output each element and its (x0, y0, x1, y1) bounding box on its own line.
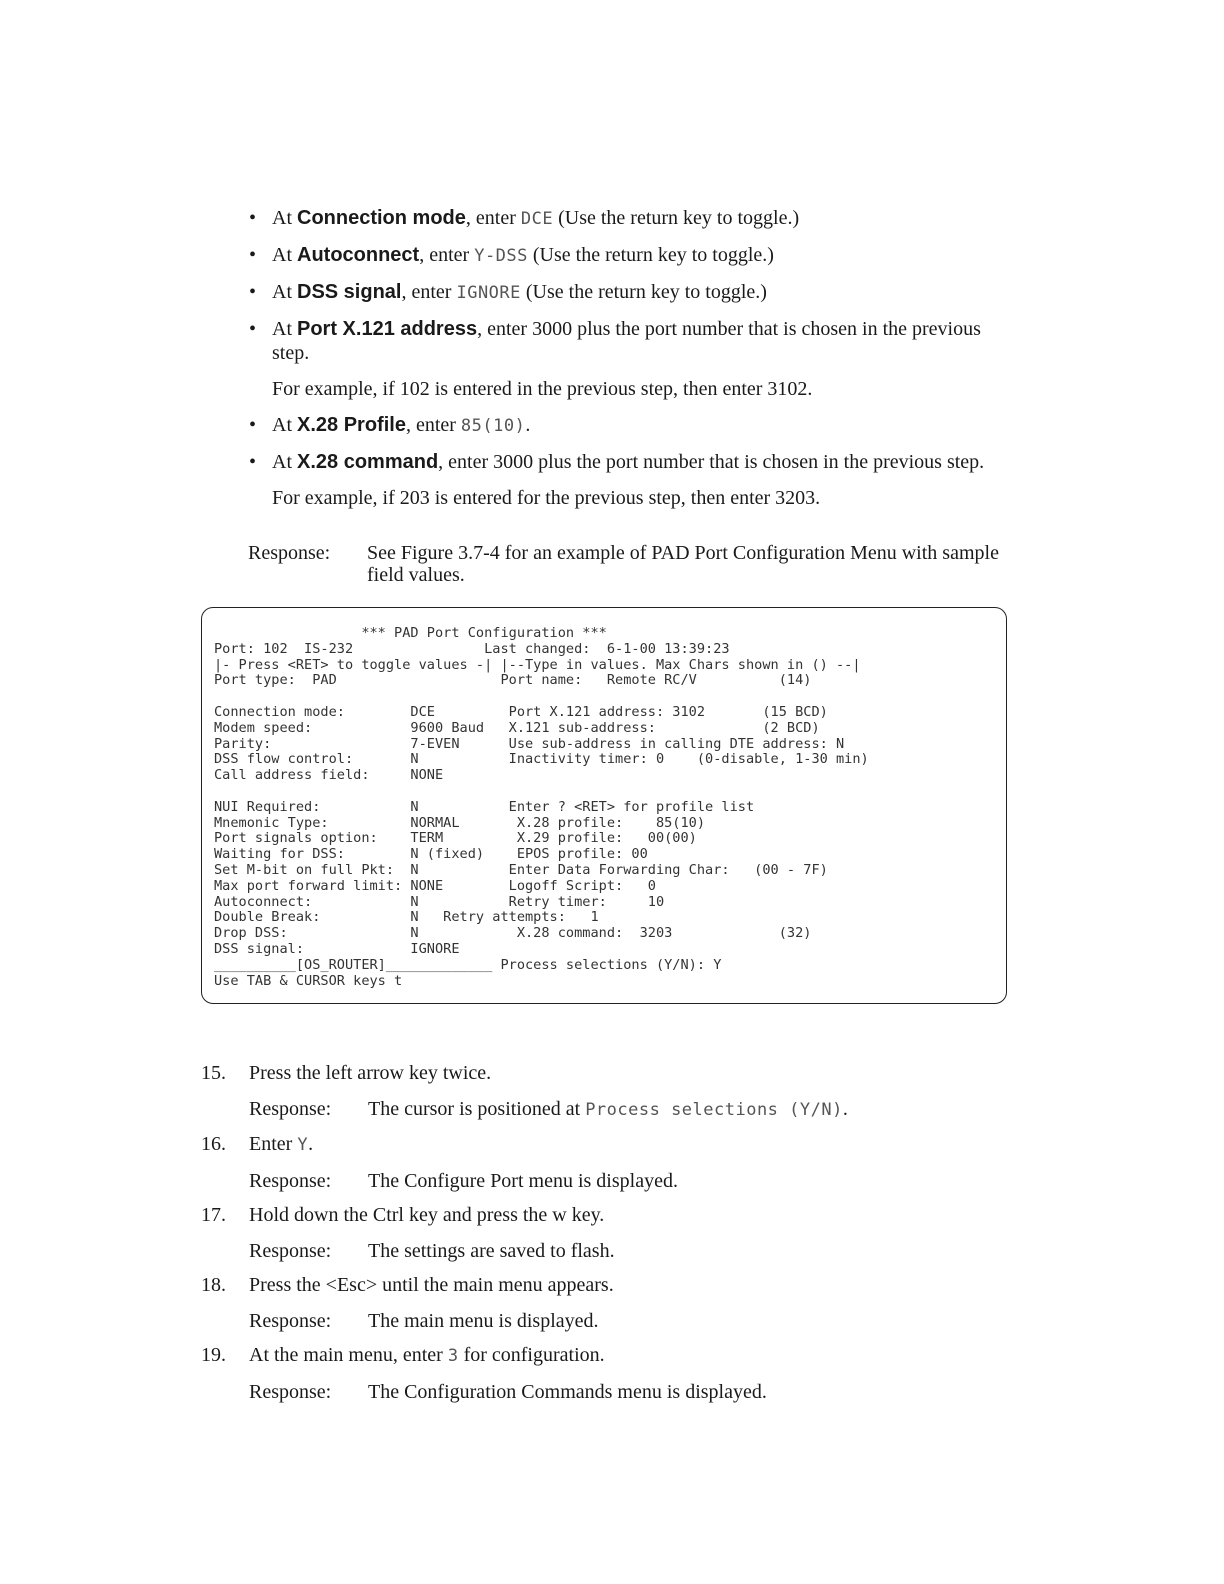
terminal-line: |- Press <RET> to toggle values -| |--Type in values. Max Chars shown in () --| (214, 656, 861, 673)
field-term: DSS signal (297, 281, 402, 303)
terminal-line: Double Break: N Retry attempts: 1 (214, 909, 599, 926)
terminal-line: Modem speed: 9600 Baud X.121 sub-address: (2 BCD) (214, 719, 820, 736)
instruction-bullet-list (248, 206, 1008, 522)
terminal-line: Set M-bit on full Pkt: N Enter Data Forwarding Char: (00 - 7F) (214, 861, 828, 878)
step-instruction: Press the left arrow key twice. (249, 1062, 492, 1084)
step-16 (201, 1133, 1021, 1192)
response-label: Response: (249, 1240, 332, 1262)
bullet-connection-mode: • At Connection mode, enter DCE (Use the return key to toggle.) (249, 207, 800, 229)
response-label: Response: (249, 1381, 332, 1403)
terminal-line: *** PAD Port Configuration *** (214, 625, 607, 641)
terminal-line: Mnemonic Type: NORMAL X.28 profile: 85(10) (214, 814, 706, 831)
terminal-line: Call address field: NONE (214, 767, 444, 784)
terminal-text (214, 626, 869, 989)
terminal-line: Drop DSS: N X.28 command: 3203 (32) (214, 925, 812, 942)
pad-port-configuration-screen (201, 607, 1007, 1004)
terminal-line: Waiting for DSS: N (fixed) EPOS profile: 00 (214, 846, 648, 863)
bullet-dot: • (249, 414, 257, 436)
procedure-steps (201, 1062, 1021, 1415)
response-label: Response: (249, 1098, 332, 1120)
step-number: 16. (201, 1133, 226, 1155)
step-instruction: Enter Y. (249, 1133, 314, 1155)
terminal-line: Port signals option: TERM X.29 profile: 00(00) (214, 830, 697, 847)
step-18 (201, 1274, 1021, 1332)
code-value: IGNORE (456, 283, 521, 303)
field-term: Port X.121 address (297, 318, 478, 340)
response-label: Response: (249, 1310, 332, 1332)
bullet-dss-signal: • At DSS signal, enter IGNORE (Use the return key to toggle.) (249, 281, 767, 303)
step-response: Response: The cursor is positioned at Process selections (Y/N). (249, 1098, 848, 1120)
terminal-line: Use TAB & CURSOR keys t (214, 972, 403, 989)
figure-reference-response (248, 542, 1008, 586)
step-number: 17. (201, 1204, 226, 1226)
step-response: Response: The main menu is displayed. (249, 1310, 599, 1332)
terminal-line: Parity: 7-EVEN Use sub-address in calling DTE address: N (214, 735, 845, 752)
code-value: Y (297, 1135, 309, 1155)
step-instruction: At the main menu, enter 3 for configuration. (249, 1344, 605, 1366)
step-instruction: Press the <Esc> until the main menu appears. (249, 1274, 614, 1296)
terminal-line: NUI Required: N Enter ? <RET> for profile list (214, 798, 755, 815)
step-instruction: Hold down the Ctrl key and press the w key. (249, 1204, 605, 1226)
field-term: X.28 command (297, 451, 439, 473)
bullet-dot: • (249, 451, 257, 473)
field-term: Autoconnect (297, 244, 420, 266)
step-response: Response: The settings are saved to flash. (249, 1240, 615, 1262)
terminal-line: Port: 102 IS-232 Last changed: 6-1-00 13:39:23 (214, 640, 730, 657)
bullet-dot: • (249, 207, 257, 229)
bullet-port-x121-address: • At Port X.121 address, enter 3000 plus the port number that is chosen in the previous step. For example, if 102 is entered in the previous step, then enter 3102. (248, 317, 1008, 401)
bullet-dot: • (249, 318, 257, 340)
response-label: Response: (249, 1170, 332, 1192)
step-number: 19. (201, 1344, 226, 1366)
example-text: For example, if 102 is entered in the previous step, then enter 3102. (272, 378, 813, 400)
step-15 (201, 1062, 1021, 1121)
terminal-line: Max port forward limit: NONE Logoff Script: 0 (214, 877, 656, 894)
terminal-line (214, 784, 869, 800)
terminal-line: Connection mode: DCE Port X.121 address: 3102 (15 BCD) (214, 703, 828, 720)
code-value: Process selections (Y/N) (585, 1100, 843, 1120)
response-text: See Figure 3.7-4 for an example of PAD Port Configuration Menu with sample field values. (367, 542, 999, 586)
bullet-dot: • (249, 244, 257, 266)
bullet-autoconnect: • At Autoconnect, enter Y-DSS (Use the return key to toggle.) (249, 244, 774, 266)
step-17 (201, 1204, 1021, 1262)
code-value: Y-DSS (474, 246, 528, 266)
terminal-line: DSS flow control: N Inactivity timer: 0 (0-disable, 1-30 min) (214, 751, 869, 768)
step-response: Response: The Configure Port menu is displayed. (249, 1170, 678, 1192)
response-label: Response: (248, 542, 331, 564)
field-term: X.28 Profile (297, 414, 406, 436)
example-text: For example, if 203 is entered for the previous step, then enter 3203. (272, 487, 821, 509)
step-number: 18. (201, 1274, 226, 1296)
field-term: Connection mode (297, 207, 466, 229)
terminal-line: Autoconnect: N Retry timer: 10 (214, 893, 665, 910)
code-value: DCE (520, 209, 554, 229)
terminal-line: __________[OS_ROUTER]_____________ Process selections (Y/N): Y (214, 956, 722, 973)
bullet-dot: • (249, 281, 257, 303)
terminal-line (214, 689, 869, 705)
bullet-x28-profile: • At X.28 Profile, enter 85(10). (249, 414, 531, 436)
step-response: Response: The Configuration Commands menu is displayed. (249, 1381, 767, 1403)
code-value: 85(10) (460, 416, 526, 436)
terminal-line: DSS signal: IGNORE (214, 940, 460, 957)
step-19 (201, 1344, 1021, 1403)
terminal-line: Port type: PAD Port name: Remote RC/V (14) (214, 672, 812, 689)
code-value: 3 (447, 1346, 459, 1366)
bullet-x28-command: • At X.28 command, enter 3000 plus the port number that is chosen in the previous step. For example, if 203 is entered for the previous step, then enter 3203. (248, 450, 1008, 510)
step-number: 15. (201, 1062, 226, 1084)
